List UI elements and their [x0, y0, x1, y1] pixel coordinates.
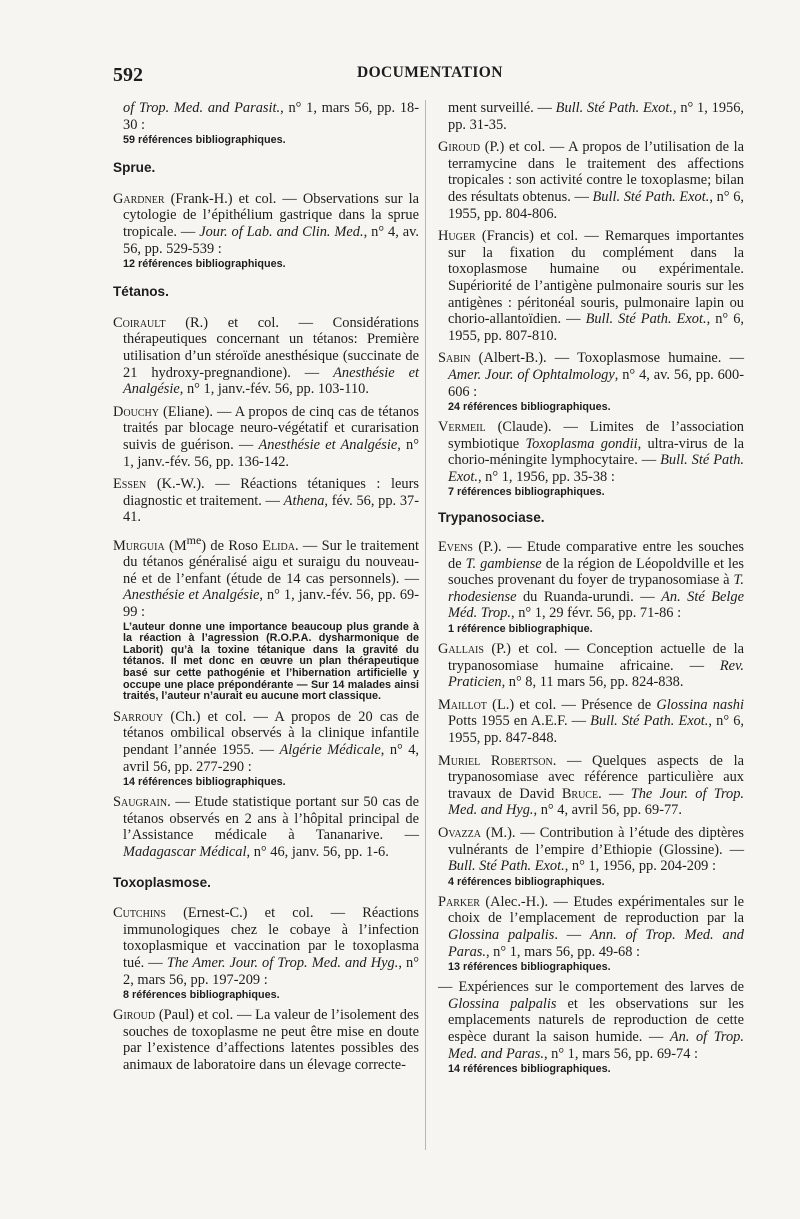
bibliography-entry	[113, 476, 419, 526]
continued-entry	[113, 100, 419, 146]
references-note: 4 références bibliographiques.	[448, 875, 605, 888]
column-divider	[425, 100, 426, 1150]
bibliography-entry	[438, 641, 744, 691]
bibliography-entry	[113, 1007, 419, 1073]
running-title: DOCUMENTATION	[357, 64, 503, 81]
entry-text: Saugrain. — Etude statistique portant sur 50 cas de tétanos observés en 2 ans à l’hôpital principal de l’Assistance médicale à Tananarive. — Madagascar Médical, n° 46, janv. 56, pp. 1-6.	[113, 794, 419, 860]
entry-text: Sarrouy (Ch.) et col. — A propos de 20 cas de tétanos ombilical observés à la clinique infantile pendant l’année 1955. — Algérie Médicale, n° 4, avril 56, pp. 277-290 :	[113, 708, 420, 775]
bibliography-entry	[438, 139, 744, 222]
references-note: 24 références bibliographiques.	[448, 401, 611, 414]
entry-text: Douchy (Eliane). — A propos de cinq cas de tétanos traités par blocage neuro-végétatif et curarisation suivis de guérison. — Anesthésie et Analgésie, n° 1, janv.-fév. 56, pp. 136-142.	[113, 403, 420, 470]
entry-text: Parker (Alec.-H.). — Etudes expérimentales sur le choix de l’emplacement de reproduction par la Glossina palpalis. — Ann. of Trop. Med. and Paras., n° 1, mars 56, pp. 49-68 :	[438, 893, 744, 960]
right-column	[438, 100, 744, 1081]
page-number: 592	[113, 64, 143, 86]
bibliography-entry	[438, 697, 744, 747]
entry-text: ment surveillé. — Bull. Sté Path. Exot., n° 1, 1956, pp. 31-35.	[448, 100, 745, 133]
bibliography-entry	[438, 350, 744, 413]
section-heading-toxoplasmose: Toxoplasmose.	[113, 874, 211, 890]
bibliography-entry	[438, 228, 744, 344]
entry-text: Giroud (Paul) et col. — La valeur de l’isolement des souches de toxoplasme ne peut être mise en doute par l’existence d’affections latentes possibles des animaux de laboratoire dans un élevage correcte-	[113, 1007, 419, 1073]
references-note: 59 références bibliographiques.	[123, 134, 286, 147]
entry-text: Huger (Francis) et col. — Remarques importantes sur la fixation du complément dans la toxoplasmose humaine ou expérimentale. Supériorité de l’antigène pulmonaire souris sur les antigènes : péritonéal souris, pulmonaire lapin ou chorio-allantoïdien. — Bull. Sté Path. Exot., n° 6, 1955, pp. 807-810.	[438, 228, 744, 344]
bibliography-entry	[438, 979, 744, 1075]
references-note: 7 références bibliographiques.	[448, 486, 605, 499]
section-heading-sprue: Sprue.	[113, 160, 156, 176]
bibliography-entry	[113, 794, 419, 860]
entry-text: Sabin (Albert-B.). — Toxoplasmose humaine. — Amer. Jour. of Ophtalmology, n° 4, av. 56, pp. 600-606 :	[438, 350, 744, 400]
entry-text: Coirault (R.) et col. — Considérations thérapeutiques concernant un tétanos: Première utilisation d’un stéroïde anesthésique (succinate de 21 hydroxy-pregnandione). — Anesthésie et Analgésie, n° 1, janv.-fév. 56, pp. 103-110.	[113, 314, 419, 398]
entry-text: of Trop. Med. and Parasit., n° 1, mars 56, pp. 18-30 :	[123, 100, 419, 133]
bibliography-entry	[438, 539, 744, 635]
bibliography-entry	[438, 894, 744, 973]
bibliography-entry	[438, 825, 744, 888]
entry-text: Gallais (P.) et col. — Conception actuelle de la trypanosomiase humaine africaine. — Rev. Praticien, n° 8, 11 mars 56, pp. 824-838.	[438, 641, 744, 691]
references-note: 8 références bibliographiques.	[123, 989, 280, 1002]
references-note: 12 références bibliographiques.	[123, 258, 286, 271]
entry-text: Ovazza (M.). — Contribution à l’étude des diptères vulnérants de l’empire d’Ethiopie (Glossine). — Bull. Sté Path. Exot., n° 1, 1956, pp. 204-209 :	[438, 824, 744, 875]
entry-text: Murguia $(M^{me})$ de Roso Elida. — Sur le traitement du tétanos généralisé aigu et suraigu du nouveau-né et de l’enfant (étude de 14 cas personnels). — Anesthésie et Analgésie, n° 1, janv.-fév. 56, pp. 69-99 :	[113, 532, 420, 621]
entry-text: Vermeil (Claude). — Limites de l’association symbiotique Toxoplasma gondii, ultra-virus de la chorio-méningite lymphocytaire. — Bull. Sté Path. Exot., n° 1, 1956, pp. 35-38 :	[438, 419, 744, 485]
entry-text: Muriel Robertson. — Quelques aspects de la trypanosomiase avec référence particulière aux travaux de David Bruce. — The Jour. of Trop. Med. and Hyg., n° 4, avril 56, pp. 69-77.	[438, 752, 745, 819]
bibliography-entry	[113, 532, 419, 703]
entry-text: Giroud (P.) et col. — A propos de l’utilisation de la terramycine dans le traitement des affections tropicales : son activité contre le toxoplasme; bilan des résultats obtenus. — Bull. Sté Path. Exot., n° 6, 1955, pp. 804-806.	[438, 139, 744, 222]
entry-text: Maillot (L.) et col. — Présence de Glossina nashi Potts 1955 en A.E.F. — Bull. Sté Path. Exot., n° 6, 1955, pp. 847-848.	[438, 696, 744, 746]
bibliography-entry	[113, 905, 419, 1001]
entry-text: Essen (K.-W.). — Réactions tétaniques : leurs diagnostic et traitement. — Athena, fév. 56, pp. 37-41.	[113, 476, 419, 526]
bibliography-entry	[113, 315, 419, 398]
entry-text: Cutchins (Ernest-C.) et col. — Réactions immunologiques chez le cobaye à l’infection toxoplasmique et vaccination par le toxoplasma tué. — The Amer. Jour. of Trop. Med. and Hyg., n° 2, mars 56, pp. 197-209 :	[113, 905, 419, 988]
entry-text: Gardner (Frank-H.) et col. — Observations sur la cytologie de l’épithélium gastrique dans la sprue tropicale. — Jour. of Lab. and Clin. Med., n° 4, av. 56, pp. 529-539 :	[113, 190, 419, 257]
entry-text: Evens (P.). — Etude comparative entre les souches de T. gambiense de la région de Léopoldville et les souches provenant du foyer de trypanosomiase à T. rhodesiense du Ruanda-urundi. — An. Sté Belge Méd. Trop., n° 1, 29 févr. 56, pp. 71-86 :	[438, 539, 744, 622]
entry-text: — Expériences sur le comportement des larves de Glossina palpalis et les observations sur les emplacements naturels de reproduction de cette espèce durant la saison humide. — An. of Trop. Med. and Paras., n° 1, mars 56, pp. 69-74 :	[438, 979, 744, 1062]
bibliography-entry	[438, 419, 744, 498]
left-column	[113, 100, 419, 1079]
references-note: 14 références bibliographiques.	[448, 1063, 611, 1076]
bibliography-entry	[113, 709, 419, 788]
bibliography-entry	[438, 753, 744, 819]
bibliography-entry	[113, 404, 419, 470]
entry-abstract: L’auteur donne une importance beaucoup plus grande à la réaction à l’agression (R.O.P.A. dysharmonique de Laborit) qu’à la toxine tétanique dans la gravité du tétanos. Il met donc en œuvre un plan thérapeutique basé sur cette pathogénie et l’hibernation artificielle y occupe une place prépondérante — Sur 14 malades ainsi traités, l’auteur n’aurait eu aucune mort classique.	[123, 620, 419, 703]
bibliography-entry	[113, 191, 419, 270]
references-note: 13 références bibliographiques.	[448, 961, 611, 974]
section-heading-tetanos: Tétanos.	[113, 284, 169, 300]
references-note: 14 références bibliographiques.	[123, 776, 286, 789]
continued-entry	[438, 100, 744, 133]
section-heading-trypanosociase: Trypanosociase.	[438, 510, 545, 526]
references-note: 1 référence bibliographique.	[448, 623, 593, 636]
